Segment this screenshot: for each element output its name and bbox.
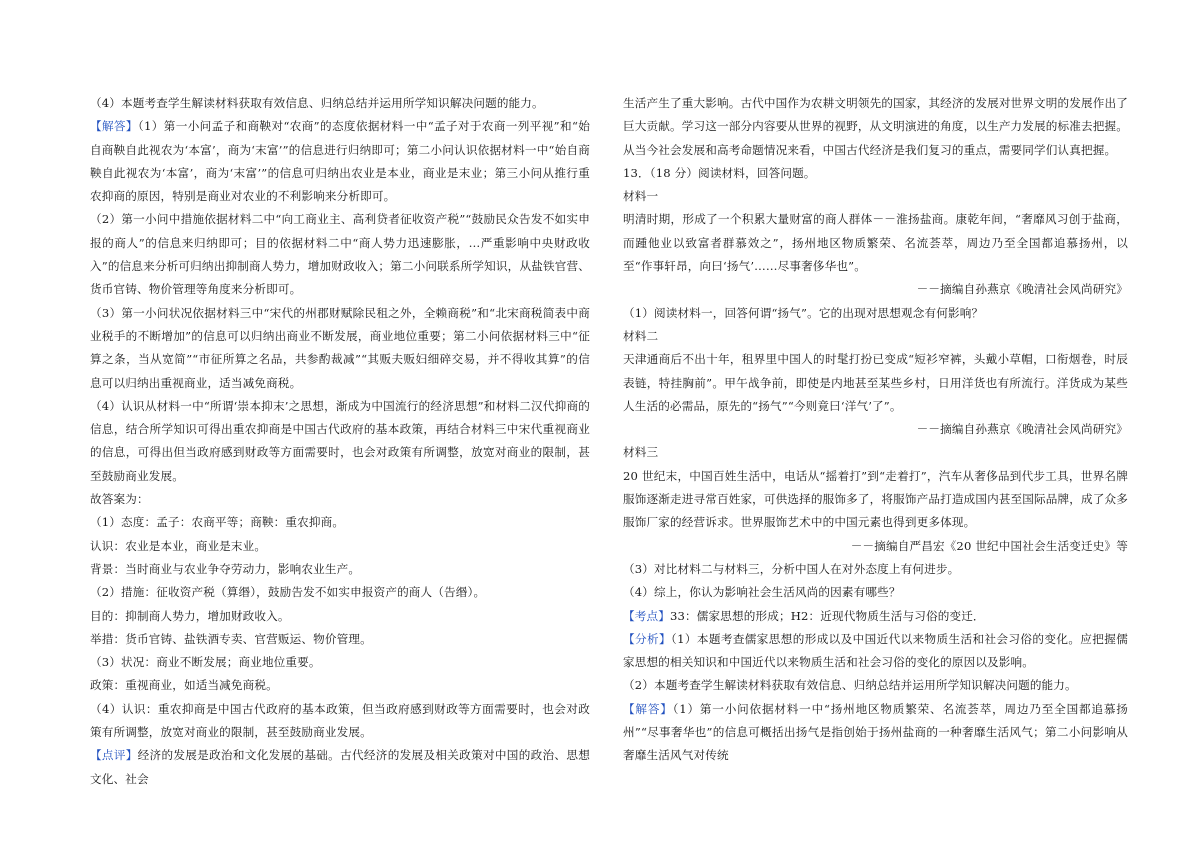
paragraph <box>623 185 1128 208</box>
paragraph <box>623 348 1128 418</box>
paragraph <box>90 488 590 511</box>
paragraph-text: （3）第一小问状况依据材料三中“宋代的州郡财赋除民租之外，全赖商税”和“北宋商税简表中商业税手的不断增加”的信息可以归纳出商业不断发展，商业地位重要；第二小问依据材料三中“征算之条，当从宽简”“市征所算之名品，共参酌裁减”“其贩夫贩妇细碎交易，并不得收其算”的信息可以归纳出重视商业，适当减免商税。 <box>90 305 590 390</box>
paragraph <box>623 162 1128 185</box>
paragraph <box>623 278 1128 301</box>
paragraph <box>623 325 1128 348</box>
paragraph-text: 材料一 <box>623 189 659 204</box>
paragraph-text: 目的：抑制商人势力，增加财政收入。 <box>90 608 290 623</box>
paragraph <box>90 581 590 604</box>
paragraph-text: 经济的发展是政治和文化发展的基础。古代经济的发展及相关政策对中国的政治、思想文化、社会 <box>90 748 590 786</box>
paragraph-text: （3）对比材料二与材料三，分析中国人在对外态度上有何进步。 <box>623 561 960 576</box>
paragraph-text: 认识：农业是本业，商业是末业。 <box>90 538 267 553</box>
section-tag: 【解答】 <box>90 119 138 134</box>
paragraph <box>90 674 590 697</box>
paragraph-text: 33：儒家思想的形成；H2：近现代物质生活与习俗的变迁． <box>669 608 985 623</box>
paragraph <box>90 302 590 395</box>
left-column <box>90 92 590 791</box>
paragraph <box>623 208 1128 278</box>
paragraph <box>623 535 1128 558</box>
section-tag: 【分析】 <box>623 631 671 646</box>
paragraph <box>90 511 590 534</box>
section-tag: 【考点】 <box>623 608 670 623</box>
paragraph-text: （1）第一小问孟子和商鞅对“农商”的态度依据材料一中“孟子对于农商一列平视”和“始自商鞅自此视农为‘本富’，商为‘末富’”的信息进行归纳即可；第二小问认识依据材料一中“始自商鞅自此视农为‘本富’，商为‘末富’”的信息可归纳出农业是本业，商业是末业；第三小问从推行重农抑商的原因，特别是商业对农业的不利影响来分析即可。 <box>90 119 590 204</box>
paragraph <box>623 605 1128 628</box>
paragraph <box>90 558 590 581</box>
paragraph-text: 故答案为： <box>90 492 149 507</box>
paragraph-text: （4）综上，你认为影响社会生活风尚的因素有哪些？ <box>623 585 901 600</box>
paragraph-text: 生活产生了重大影响。古代中国作为农耕文明领先的国家，其经济的发展对世界文明的发展作出了巨大贡献。学习这一部分内容要从世界的视野，从文明演进的角度，以生产力发展的标准去把握。从当今社会发展和高考命题情况来看，中国古代经济是我们复习的重点，需要同学们认真把握。 <box>623 96 1128 157</box>
paragraph <box>90 115 590 208</box>
right-column <box>623 92 1128 768</box>
paragraph-text: 13．（18 分）阅读材料，回答问题。 <box>623 165 816 180</box>
paragraph <box>90 605 590 628</box>
paragraph-text: （2）措施：征收资产税（算缗），鼓励告发不如实申报资产的商人（告缗）。 <box>90 585 486 600</box>
paragraph-text: （1）态度：孟子：农商平等；商鞅：重农抑商。 <box>90 515 345 530</box>
section-tag: 【点评】 <box>90 748 138 763</box>
paragraph <box>90 698 590 745</box>
paragraph-text: 明清时期，形成了一个积累大量财富的商人群体－－淮扬盐商。康乾年间，“奢靡风习创于盐商，而踵他业以致富者群慕效之”，扬州地区物质繁荣、名流荟萃，周边乃至全国都追慕扬州，以至“作事轩昂，向曰‘扬气’……尽事奢侈华也”。 <box>623 212 1128 274</box>
paragraph-text: 20 世纪末，中国百姓生活中，电话从“摇着打”到“走着打”，汽车从奢侈品到代步工具，世界名牌服饰逐渐走进寻常百姓家，可供选择的服饰多了，将服饰产品打造成国内甚至国际品牌，成了众多服饰厂家的经营诉求。世界服饰艺术中的中国元素也得到更多体现。 <box>623 468 1128 530</box>
paragraph-text: （4）认识从材料一中“所谓‘崇本抑末’之思想，渐成为中国流行的经济思想”和材料二汉代抑商的信息，结合所学知识可得出重农抑商是中国古代政府的基本政策，再结合材料三中宋代重视商业的信息，可得出但当政府感到财政等方面需要时，也会对政策有所调整，放宽对商业的限制，甚至鼓励商业发展。 <box>90 398 590 483</box>
paragraph-text: 举措：货币官铸、盐铁酒专卖、官营贩运、物价管理。 <box>90 631 372 646</box>
paragraph <box>623 628 1128 675</box>
paragraph-text: （4）本题考查学生解读材料获取有效信息、归纳总结并运用所学知识解决问题的能力。 <box>90 96 544 110</box>
paragraph-text: （2）第一小问中措施依据材料二中“向工商业主、高利贷者征收资产税”“鼓励民众告发不如实申报的商人”的信息来归纳即可；目的依据材料二中“商人势力迅速膨胀，…严重影响中央财政收入”的信息来分析可归纳出抑制商人势力，增加财政收入；第二小问联系所学知识，从盐铁官营、货币官铸、物价管理等角度来分析即可。 <box>90 212 590 297</box>
paragraph-text: 天津通商后不出十年，租界里中国人的时髦打扮已变成“短衫窄裤，头戴小草帽，口衔烟卷，时辰表链，特挂胸前”。甲午战争前，即使是内地甚至某些乡村，日用洋货也有所流行。洋货成为某些人生活的必需品，原先的“扬气”“今则竟曰‘洋气’了”。 <box>623 352 1128 413</box>
paragraph <box>90 92 590 115</box>
paragraph-text: －－摘编自孙燕京《晚清社会风尚研究》 <box>916 422 1128 437</box>
paragraph <box>90 208 590 301</box>
paragraph <box>90 395 590 488</box>
paragraph-text: （2）本题考查学生解读材料获取有效信息、归纳总结并运用所学知识解决问题的能力。 <box>623 678 1077 693</box>
paragraph <box>90 628 590 651</box>
paragraph-text: （1）本题考查儒家思想的形成以及中国近代以来物质生活和社会习俗的变化。应把握儒家思想的相关知识和中国近代以来物质生活和社会习俗的变化的原因以及影响。 <box>623 631 1128 670</box>
paragraph <box>90 535 590 558</box>
paragraph-text: （4）认识：重农抑商是中国古代政府的基本政策，但当政府感到财政等方面需要时，也会对政策有所调整，放宽对商业的限制，甚至鼓励商业发展。 <box>90 701 590 740</box>
paragraph-text: 政策：重视商业，如适当减免商税。 <box>90 678 278 693</box>
paragraph-text: －－摘编自严昌宏《20 世纪中国社会生活变迁史》等 <box>850 538 1128 553</box>
paragraph <box>623 418 1128 441</box>
paragraph-text: （1）阅读材料一，回答何谓“扬气”。它的出现对思想观念有何影响？ <box>623 305 984 320</box>
paragraph <box>623 558 1128 581</box>
paragraph <box>623 581 1128 604</box>
paragraph <box>623 465 1128 535</box>
paragraph <box>90 651 590 674</box>
paragraph-text: 材料二 <box>623 328 659 343</box>
paragraph-text: －－摘编自孙燕京《晚清社会风尚研究》 <box>916 282 1128 297</box>
paragraph-text: 材料三 <box>623 445 659 460</box>
paragraph <box>623 302 1128 325</box>
paragraph <box>623 92 1128 162</box>
paragraph-text: 背景：当时商业与农业争夺劳动力，影响农业生产。 <box>90 561 361 576</box>
paragraph <box>623 698 1128 768</box>
section-tag: 【解答】 <box>623 701 673 716</box>
paragraph <box>90 744 590 791</box>
paragraph <box>623 674 1128 697</box>
paragraph <box>623 441 1128 464</box>
paragraph-text: （3）状况：商业不断发展；商业地位重要。 <box>90 655 321 670</box>
paragraph-text: （1）第一小问依据材料一中“扬州地区物质繁荣、名流荟萃，周边乃至全国都追慕扬州”“尽事奢华也”的信息可概括出扬气是指创始于扬州盐商的一种奢靡生活风气；第二小问影响从奢靡生活风气对传统 <box>623 701 1128 763</box>
